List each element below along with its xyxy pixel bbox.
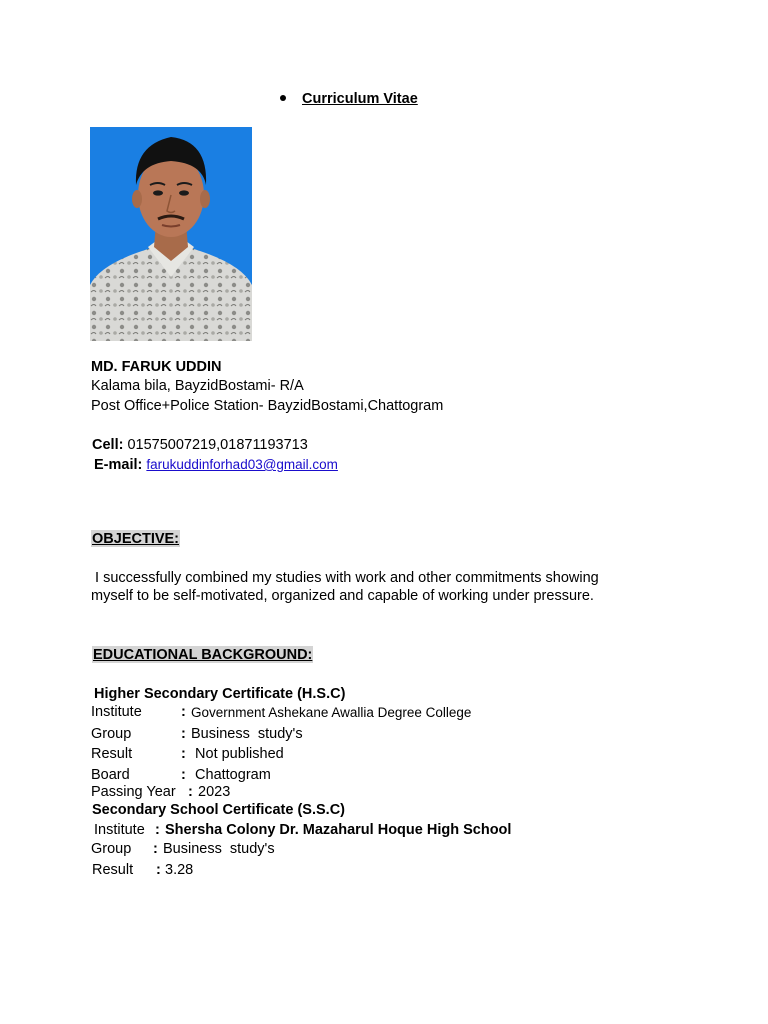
- objective-heading-text: OBJECTIVE:: [92, 531, 180, 547]
- hsc-passing-label: Passing Year: [91, 784, 176, 800]
- cv-title: [280, 91, 418, 107]
- education-heading: [92, 646, 313, 664]
- ssc-institute-label: Institute: [94, 822, 145, 838]
- hsc-result-label: Result: [91, 746, 133, 762]
- objective-line-1: I successfully combined my studies with work and other commitments showing: [91, 570, 599, 586]
- hsc-group-label: Group: [91, 726, 132, 742]
- hsc-board-colon: :: [181, 767, 186, 783]
- ssc-result-colon: :: [156, 862, 161, 878]
- cv-title-text: Curriculum Vitae: [302, 91, 418, 107]
- objective-line-2: myself to be self-motivated, organized and capable of working under pressure.: [91, 588, 594, 604]
- hsc-group-value: Business study's: [191, 726, 303, 742]
- hsc-institute-colon: :: [181, 704, 186, 720]
- email-row: [94, 456, 338, 474]
- cell-row: [92, 436, 308, 454]
- hsc-board-label: Board: [91, 767, 130, 783]
- cell-label: Cell:: [92, 437, 124, 453]
- ssc-group-label: Group: [91, 841, 132, 857]
- email-link[interactable]: farukuddinforhad03@gmail.com: [146, 457, 338, 472]
- hsc-institute-label: Institute: [91, 704, 142, 720]
- bullet-icon: [280, 95, 286, 101]
- email-label: E-mail:: [94, 457, 143, 473]
- address-line-2: Post Office+Police Station- BayzidBostami,Chattogram: [91, 398, 444, 414]
- hsc-result-colon: :: [181, 746, 186, 762]
- ssc-result-value: 3.28: [165, 862, 194, 878]
- hsc-result-value: Not published: [191, 746, 284, 762]
- hsc-title: Higher Secondary Certificate (H.S.C): [94, 686, 346, 702]
- hsc-passing-value: 2023: [198, 784, 231, 800]
- ssc-group-value: Business study's: [163, 841, 275, 857]
- hsc-passing-colon: :: [188, 784, 193, 800]
- hsc-board-value: Chattogram: [191, 767, 271, 783]
- hsc-group-colon: :: [181, 726, 186, 742]
- hsc-institute-value: Government Ashekane Awallia Degree College: [191, 705, 472, 720]
- objective-heading: [91, 530, 180, 548]
- ssc-institute-value: Shersha Colony Dr. Mazaharul Hoque High School: [165, 822, 512, 838]
- ssc-institute-colon: :: [155, 822, 160, 838]
- ssc-group-colon: :: [153, 841, 158, 857]
- cell-value: 01575007219,01871193713: [123, 437, 308, 453]
- address-line-1: Kalama bila, BayzidBostami- R/A: [91, 378, 304, 394]
- ssc-title: Secondary School Certificate (S.S.C): [92, 802, 346, 818]
- profile-photo: [90, 127, 252, 341]
- ssc-result-label: Result: [92, 862, 134, 878]
- education-heading-text: EDUCATIONAL BACKGROUND:: [93, 647, 313, 663]
- applicant-name: MD. FARUK UDDIN: [91, 359, 222, 375]
